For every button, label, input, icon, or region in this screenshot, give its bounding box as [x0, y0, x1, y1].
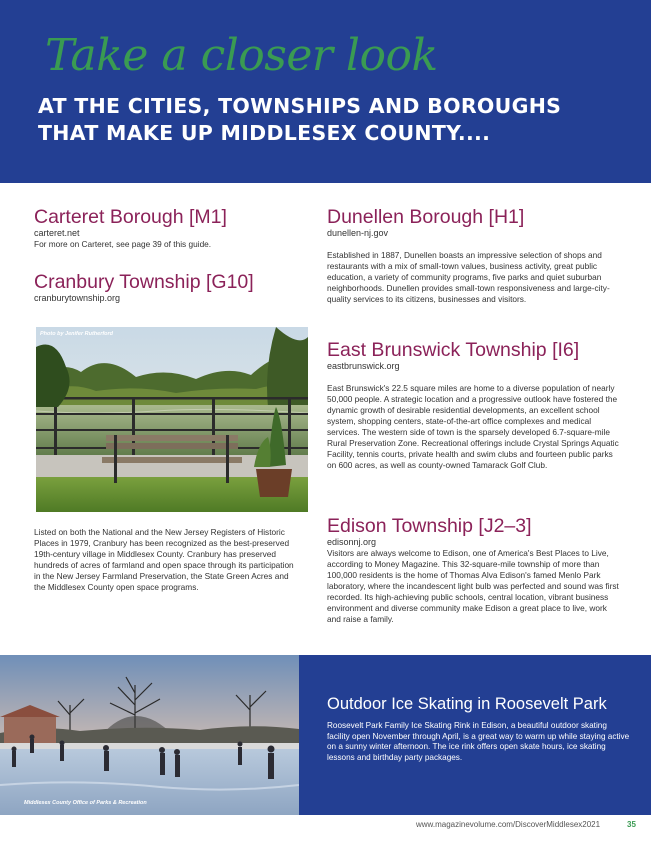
entry-title: Dunellen Borough [H1]	[327, 206, 525, 228]
entry-cranbury-header	[34, 271, 314, 304]
subtitle-line-1: AT THE CITIES, TOWNSHIPS AND BOROUGHS	[38, 94, 562, 118]
entry-url[interactable]: eastbrunswick.org	[327, 361, 400, 371]
footer-url[interactable]: www.magazinevolume.com/DiscoverMiddlesex2021	[416, 820, 601, 829]
entry-dunellen	[327, 206, 619, 305]
script-title: Take a closer look	[45, 30, 438, 81]
entry-text: East Brunswick's 22.5 square miles are home to a diverse population of nearly 50,000 people. A strategic location and a progressive outlook have fostered the dynamic growth of desirable residential developments, an excellent school system, shopping centers, state-of-the-art office complexes and medical services. The western side of town is the sparsely developed 6.7-square-mile Rural Preservation Zone. Recreational offerings include Crystal Springs Aquatic Facility, tennis courts, private health and swim clubs and fourteen public parks on 600 acres, as well as county-owned Tamarack Golf Club.	[327, 383, 619, 470]
entry-cranbury-body	[34, 527, 298, 593]
entry-title: Edison Township [J2–3]	[327, 515, 532, 537]
photo-credit: Middlesex County Office of Parks & Recreation	[24, 800, 147, 806]
feature-panel	[299, 655, 651, 815]
subtitle-line-2: THAT MAKE UP MIDDLESEX COUNTY....	[38, 121, 491, 145]
feature-text: Roosevelt Park Family Ice Skating Rink in Edison, a beautiful outdoor skating facility open November through April, is a great way to warm up while staying active on a sunny winter afternoon. The ice rink offers open skate hours, ice skating lessons and birthday party packages.	[327, 721, 630, 762]
entry-text: For more on Carteret, see page 39 of this guide.	[34, 239, 212, 249]
entry-title: Carteret Borough [M1]	[34, 206, 227, 228]
entry-carteret	[34, 206, 314, 250]
entry-url[interactable]: carteret.net	[34, 228, 80, 238]
header-subtitle	[38, 93, 628, 147]
entry-url[interactable]: cranburytownship.org	[34, 293, 121, 303]
entry-title: Cranbury Township [G10]	[34, 271, 254, 293]
ice-rink-photo	[0, 655, 299, 815]
ice-rink-illustration	[0, 655, 299, 815]
bench-photo	[36, 327, 308, 512]
feature-title: Outdoor Ice Skating in Roosevelt Park	[327, 695, 607, 713]
photo-credit: Photo by Jenifer Rutherford	[40, 331, 114, 337]
entry-east-brunswick	[327, 339, 619, 471]
entry-text: Listed on both the National and the New Jersey Registers of Historic Places in 1979, Cranbury has been recognized as the best-preserved 19th-century village in Middlesex County. Cranbury has preserved hundreds of acres of farmland and open space through its participation in the New Jersey Farmland Preservation, the State Green Acres and the Middlesex County open space programs.	[34, 527, 294, 592]
bench-photo-illustration	[36, 327, 308, 512]
entry-text: Visitors are always welcome to Edison, one of America's Best Places to Live, according to Money Magazine. This 32-square-mile township of more than 100,000 residents is the home of Thomas Alva Edison's famed Menlo Park laboratory, where the incandescent light bulb was perfected and sound was first recorded. Its high-achieving public schools, central location, vibrant business environment and diverse community make Edison a great place to live, work and raise a family.	[327, 548, 619, 624]
entry-url[interactable]: dunellen-nj.gov	[327, 228, 389, 238]
entry-url[interactable]: edisonnj.org	[327, 537, 377, 547]
entry-title: East Brunswick Township [I6]	[327, 339, 580, 361]
entry-text: Established in 1887, Dunellen boasts an impressive selection of shops and restaurants with a mix of small-town values, business activity, great public education, a variety of community programs, five parks and quiet suburban neighborhoods. Dunellen provides small-town responsiveness and large-city-quality services to its citizens, businesses and visitors.	[327, 250, 610, 304]
entry-edison	[327, 515, 619, 625]
page-number: 35	[627, 820, 636, 829]
page-header	[0, 0, 651, 183]
